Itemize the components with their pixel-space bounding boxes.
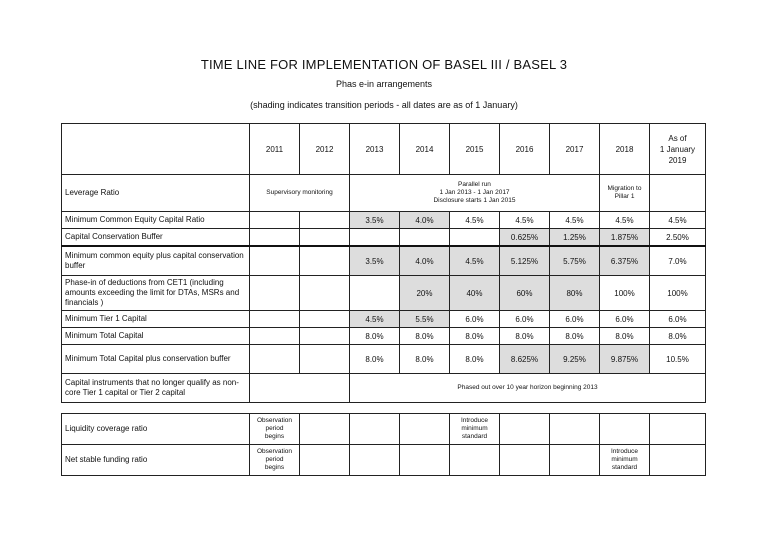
ratio-cell <box>250 212 300 229</box>
row-label: Minimum Total Capital plus conservation buffer <box>62 345 250 374</box>
empty-cell <box>650 414 706 445</box>
empty-cell <box>400 414 450 445</box>
year-header-2019: As of 1 January 2019 <box>650 124 706 175</box>
empty-cell <box>450 445 500 476</box>
row-label: Minimum Total Capital <box>62 328 250 345</box>
page-subtitle: Phas e-in arrangements <box>335 79 433 89</box>
row-label: Minimum Common Equity Capital Ratio <box>62 212 250 229</box>
ratio-row <box>62 311 706 328</box>
ratio-cell <box>300 311 350 328</box>
liquidity-coverage-row-label: Liquidity coverage ratio <box>62 414 250 445</box>
ratio-cell: 60% <box>500 276 550 311</box>
ratio-cell: 6.0% <box>600 311 650 328</box>
ratio-cell: 4.5% <box>500 212 550 229</box>
ratio-cell: 8.0% <box>400 345 450 374</box>
ratio-cell: 6.0% <box>450 311 500 328</box>
empty-cell <box>300 445 350 476</box>
empty-cell <box>550 414 600 445</box>
ratio-cell <box>300 246 350 276</box>
ratio-cell: 8.0% <box>400 328 450 345</box>
ratio-cell: 8.0% <box>650 328 706 345</box>
leverage-ratio-row <box>62 175 706 212</box>
year-header: 2015 <box>450 124 500 175</box>
ratio-cell: 4.5% <box>600 212 650 229</box>
phased-out-text: Phased out over 10 year horizon beginning 2013 <box>350 374 706 403</box>
row-label: Phase-in of deductions from CET1 (including amounts exceeding the limit for DTAs, MSRs and financials ) <box>62 276 250 311</box>
ratio-cell: 20% <box>400 276 450 311</box>
ratio-cell: 80% <box>550 276 600 311</box>
ratio-cell <box>250 276 300 311</box>
ratio-cell <box>250 328 300 345</box>
ratio-cell: 8.0% <box>350 328 400 345</box>
net-stable-funding-row-label: Net stable funding ratio <box>62 445 250 476</box>
ratio-cell <box>400 229 450 247</box>
ratio-row <box>62 276 706 311</box>
ratio-cell: 8.0% <box>600 328 650 345</box>
ratio-cell <box>300 345 350 374</box>
ratio-cell <box>250 311 300 328</box>
supervisory-monitoring: Supervisory monitoring <box>250 175 350 212</box>
ratio-cell: 8.625% <box>500 345 550 374</box>
ratio-cell: 3.5% <box>350 212 400 229</box>
empty-cell <box>400 445 450 476</box>
ratio-cell <box>250 246 300 276</box>
ratio-cell <box>300 212 350 229</box>
ratio-cell: 0.625% <box>500 229 550 247</box>
ratio-cell: 9.875% <box>600 345 650 374</box>
liquidity-coverage-row <box>62 414 706 445</box>
ratio-cell: 4.0% <box>400 212 450 229</box>
spacer-row <box>62 403 706 414</box>
ratio-cell: 4.0% <box>400 246 450 276</box>
ratio-row <box>62 212 706 229</box>
ratio-row <box>62 328 706 345</box>
ratio-cell <box>250 229 300 247</box>
ratio-row <box>62 345 706 374</box>
ratio-cell <box>300 328 350 345</box>
ratio-cell: 4.5% <box>550 212 600 229</box>
year-header: 2013 <box>350 124 400 175</box>
row-label: Minimum common equity plus capital conservation buffer <box>62 246 250 276</box>
ratio-cell: 100% <box>600 276 650 311</box>
introduce-minimum-standard: Introduce minimum standard <box>600 445 650 476</box>
timeline-body <box>62 124 706 476</box>
empty-cell <box>550 445 600 476</box>
page-title: TIME LINE FOR IMPLEMENTATION OF BASEL III / BASEL 3 <box>200 57 568 72</box>
year-header: 2012 <box>300 124 350 175</box>
ratio-cell: 40% <box>450 276 500 311</box>
empty-cell <box>350 414 400 445</box>
ratio-cell: 8.0% <box>500 328 550 345</box>
ratio-cell <box>350 229 400 247</box>
ratio-cell: 8.0% <box>450 328 500 345</box>
leverage-ratio-label: Leverage Ratio <box>62 175 250 212</box>
ratio-row <box>62 229 706 247</box>
ratio-row <box>62 246 706 276</box>
parallel-run: Parallel run 1 Jan 2013 - 1 Jan 2017 Disclosure starts 1 Jan 2015 <box>350 175 600 212</box>
year-header-row <box>62 124 706 175</box>
ratio-cell: 8.0% <box>350 345 400 374</box>
ratio-cell <box>350 276 400 311</box>
instruments-row <box>62 374 706 403</box>
ratio-cell: 6.0% <box>650 311 706 328</box>
ratio-cell: 10.5% <box>650 345 706 374</box>
year-header: 2011 <box>250 124 300 175</box>
ratio-cell: 7.0% <box>650 246 706 276</box>
introduce-minimum-standard: Introduce minimum standard <box>450 414 500 445</box>
ratio-cell: 6.0% <box>500 311 550 328</box>
basel-timeline-table <box>61 123 706 476</box>
ratio-cell: 2.50% <box>650 229 706 247</box>
ratio-cell: 6.375% <box>600 246 650 276</box>
ratio-cell: 8.0% <box>550 328 600 345</box>
ratio-cell: 4.5% <box>450 212 500 229</box>
ratio-cell: 9.25% <box>550 345 600 374</box>
ratio-cell: 3.5% <box>350 246 400 276</box>
header-corner <box>62 124 250 175</box>
year-header: 2014 <box>400 124 450 175</box>
ratio-cell: 1.25% <box>550 229 600 247</box>
ratio-cell: 4.5% <box>450 246 500 276</box>
ratio-cell <box>300 276 350 311</box>
ratio-cell: 100% <box>650 276 706 311</box>
leverage-2019 <box>650 175 706 212</box>
row-label: Minimum Tier 1 Capital <box>62 311 250 328</box>
year-header: 2016 <box>500 124 550 175</box>
ratio-cell <box>300 229 350 247</box>
empty-cell <box>350 445 400 476</box>
shading-note: (shading indicates transition periods - all dates are as of 1 January) <box>250 100 518 110</box>
empty-cell <box>650 445 706 476</box>
empty-cell <box>500 414 550 445</box>
year-header: 2018 <box>600 124 650 175</box>
ratio-cell: 8.0% <box>450 345 500 374</box>
ratio-cell: 4.5% <box>350 311 400 328</box>
instruments-empty <box>250 374 350 403</box>
observation-period: Observation period begins <box>250 445 300 476</box>
ratio-cell <box>250 345 300 374</box>
ratio-cell: 5.75% <box>550 246 600 276</box>
ratio-cell: 1.875% <box>600 229 650 247</box>
instruments-label: Capital instruments that no longer qualify as non-core Tier 1 capital or Tier 2 capital <box>62 374 250 403</box>
ratio-cell: 4.5% <box>650 212 706 229</box>
ratio-cell: 6.0% <box>550 311 600 328</box>
net-stable-funding-row <box>62 445 706 476</box>
migration-pillar1: Migration to Pillar 1 <box>600 175 650 212</box>
row-label: Capital Conservation Buffer <box>62 229 250 247</box>
empty-cell <box>300 414 350 445</box>
empty-cell <box>500 445 550 476</box>
ratio-cell <box>450 229 500 247</box>
spacer-cell <box>62 403 706 414</box>
empty-cell <box>600 414 650 445</box>
observation-period: Observation period begins <box>250 414 300 445</box>
ratio-cell: 5.5% <box>400 311 450 328</box>
year-header: 2017 <box>550 124 600 175</box>
ratio-cell: 5.125% <box>500 246 550 276</box>
